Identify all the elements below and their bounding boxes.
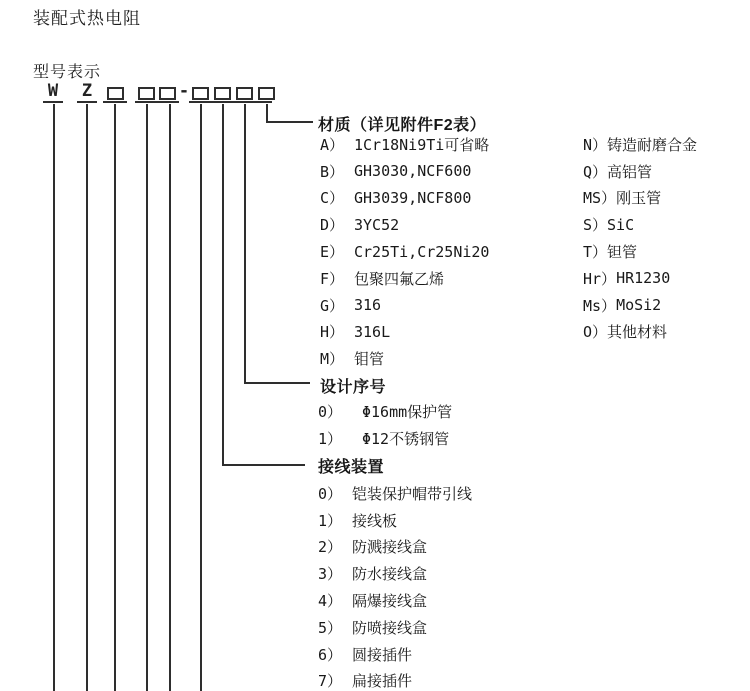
page-title: 装配式热电阻 [33,9,141,28]
design-section-title: 设计序号 [320,379,387,396]
wiring-item-code: 4） [318,592,343,611]
wiring-item [318,668,472,691]
wiring-item-label: 防喷接线盒 [352,618,428,637]
material-item-label: Cr25Ti,Cr25Ni20 [354,242,490,261]
material-item [583,292,697,319]
material-item-code: M） [320,350,345,369]
material-item-label: 钼管 [354,350,385,369]
code-box-3 [159,87,176,100]
material-item [320,345,489,372]
material-item-label: 3YC52 [354,215,400,234]
wiring-item-label: 圆接插件 [352,645,413,664]
drop-line-box1 [114,104,116,691]
model-designation-label: 型号表示 [33,64,102,81]
material-item-label: 钽管 [607,243,638,262]
wiring-item-code: 7） [318,672,343,691]
wiring-item-label: 隔爆接线盒 [352,592,428,611]
wiring-item-code: 1） [318,511,343,530]
branch-line-wiring-vertical [222,104,224,466]
code-box-7 [258,87,275,100]
material-item [320,238,489,265]
wiring-item [318,480,472,507]
material-item-label: 316L [354,322,391,341]
material-item-label: MoSi2 [616,296,662,315]
wiring-item [318,507,472,534]
wiring-item-label: 铠装保护帽带引线 [352,484,473,503]
material-item-code: O） [583,323,608,342]
material-item [583,238,697,265]
wiring-item [318,534,472,561]
material-item [320,211,489,238]
code-box-4 [192,87,209,100]
underline-z [77,101,97,103]
material-item-code: S） [583,216,608,235]
drop-line-box3 [169,104,171,691]
wiring-item [318,614,472,641]
material-item-code: Ms） [583,296,617,315]
material-item [320,292,489,319]
material-item-code: A） [320,135,345,154]
wiring-item-code: 5） [318,618,343,637]
wiring-item-label: 防溅接线盒 [352,538,428,557]
material-item-label: SiC [607,215,635,234]
underline-box23 [135,101,179,103]
material-item-label: 刚玉管 [616,189,662,208]
design-item [318,425,452,452]
material-item-label: 高铝管 [607,162,653,181]
material-item-code: E） [320,243,345,262]
material-item [583,158,697,185]
branch-line-design-vertical [244,104,246,384]
wiring-item-code: 3） [318,565,343,584]
material-item-label: GH3039,NCF800 [354,188,472,207]
code-letter-z: Z [81,81,93,101]
code-dash: - [178,81,190,101]
code-box-5 [214,87,231,100]
drop-line-z [86,104,88,691]
design-item-code: 1） [318,429,343,448]
material-item-code: B） [320,162,345,181]
material-item [583,211,697,238]
wiring-section-title: 接线装置 [318,459,385,476]
material-item-code: Hr） [583,269,617,288]
material-item [320,131,489,158]
design-item-code: 0） [318,402,343,421]
wiring-item-label: 扁接插件 [352,672,413,691]
branch-line-material-horizontal [266,121,313,123]
material-item-code: F） [320,269,345,288]
design-items [318,398,452,452]
material-item-code: H） [320,323,345,342]
underline-box1 [103,101,127,103]
design-item-label: Φ16mm保护管 [362,402,453,421]
material-item-code: G） [320,296,345,315]
material-item [320,319,489,346]
branch-line-design-horizontal [244,382,310,384]
material-item [320,185,489,212]
material-item-label: HR1230 [616,269,671,288]
wiring-item-label: 防水接线盒 [352,565,428,584]
code-letter-w: W [47,81,59,101]
branch-line-wiring-horizontal [222,464,305,466]
drop-line-box4 [200,104,202,691]
wiring-item [318,641,472,668]
drop-line-box2 [146,104,148,691]
wiring-item [318,560,472,587]
design-item [318,398,452,425]
material-item-code: MS） [583,189,617,208]
material-item-code: Q） [583,162,608,181]
material-item-code: C） [320,189,345,208]
material-item-label: 316 [354,296,382,315]
code-box-2 [138,87,155,100]
wiring-item-code: 6） [318,645,343,664]
material-item-code: N） [583,135,608,154]
underline-box4567 [189,101,272,103]
wiring-item-code: 2） [318,538,343,557]
wiring-item-code: 0） [318,484,343,503]
drop-line-w [53,104,55,691]
material-item-label: 包聚四氟乙烯 [354,269,445,288]
wiring-items [318,480,472,691]
material-item-code: T） [583,243,608,262]
code-box-1 [107,87,124,100]
material-item-label: 其他材料 [607,323,668,342]
material-item-label: 1Cr18Ni9Ti可省略 [354,135,490,154]
code-box-6 [236,87,253,100]
material-item [583,185,697,212]
design-item-label: Φ12不锈钢管 [362,429,450,448]
material-item-label: GH3030,NCF600 [354,162,472,181]
wiring-item [318,587,472,614]
material-right-column [583,131,697,345]
material-section-title: 材质（详见附件F2表） [318,117,487,134]
material-item [583,319,697,346]
underline-w [43,101,63,103]
material-item [320,158,489,185]
material-item [320,265,489,292]
material-item-label: 铸造耐磨合金 [607,135,698,154]
material-left-column [320,131,489,372]
material-item [583,131,697,158]
material-item [583,265,697,292]
material-item-code: D） [320,216,345,235]
wiring-item-label: 接线板 [352,511,398,530]
